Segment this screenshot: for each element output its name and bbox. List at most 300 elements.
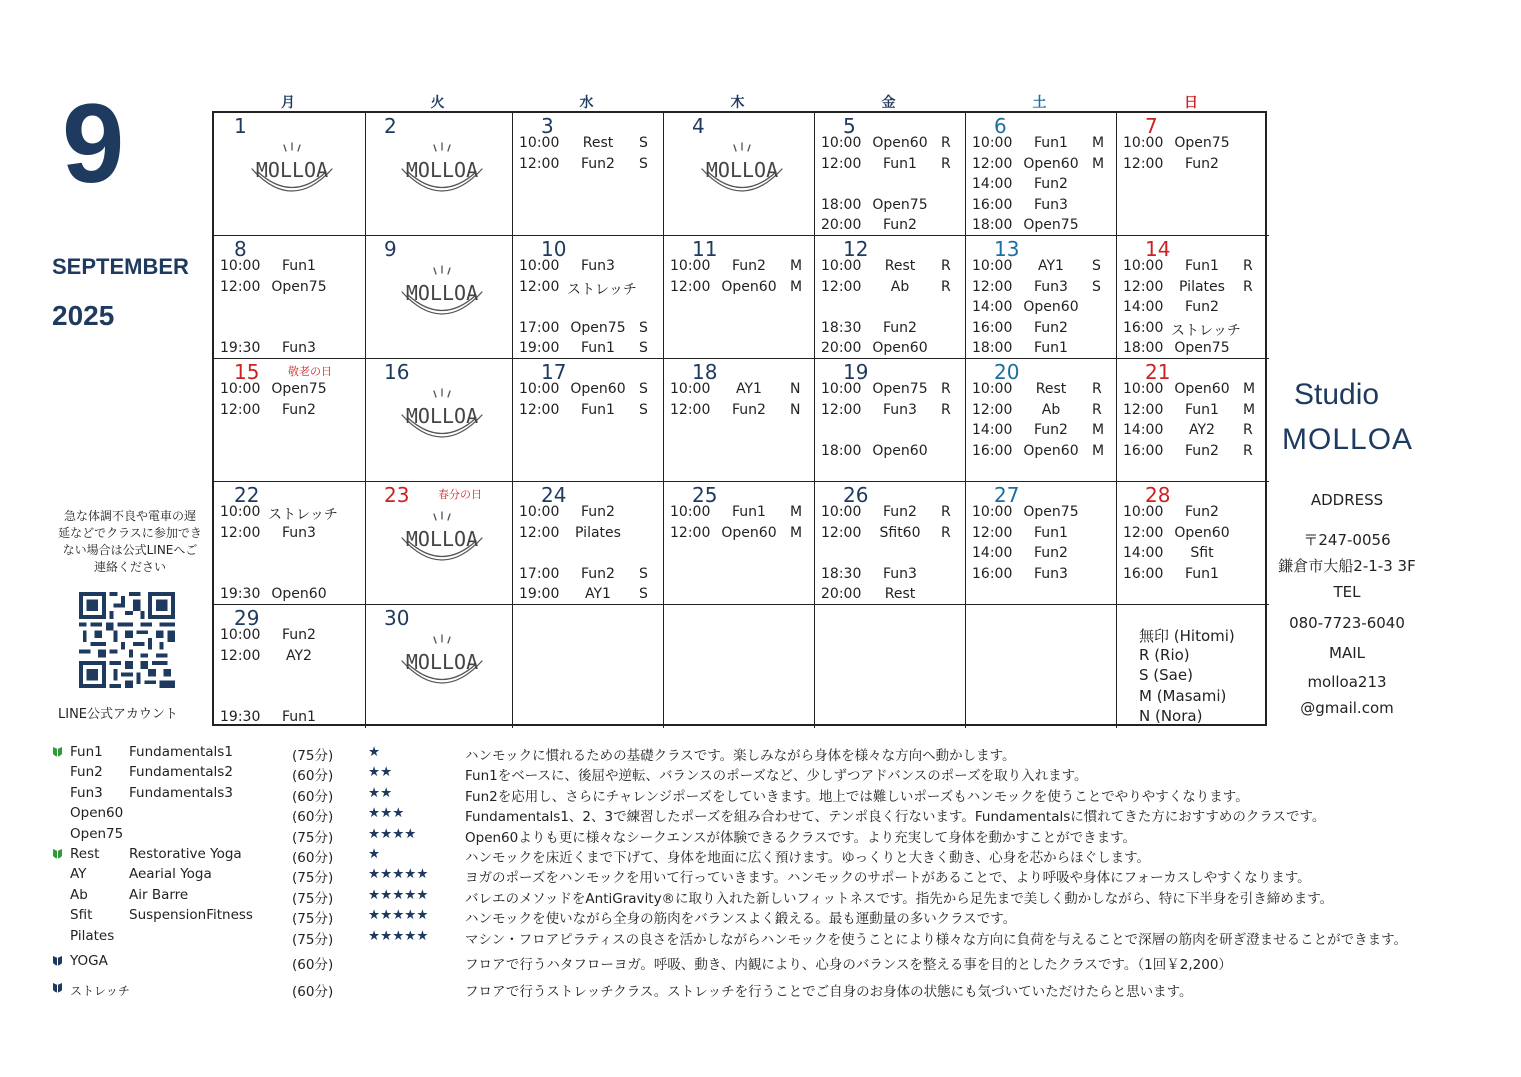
class-instructor: S	[639, 565, 648, 582]
calendar-day-cell	[966, 482, 1117, 605]
class-entry[interactable]	[972, 156, 1111, 174]
day-number: 2	[384, 114, 397, 138]
calendar-day-cell	[366, 605, 513, 728]
class-entry[interactable]	[220, 279, 360, 297]
class-time: 17:00	[519, 565, 560, 582]
month-number: 9	[62, 81, 125, 206]
class-duration: (60分)	[292, 768, 334, 785]
class-entry[interactable]	[972, 217, 1111, 235]
class-entry[interactable]	[972, 443, 1111, 461]
class-instructor: R	[1243, 278, 1253, 295]
extra-class-row	[52, 980, 1452, 1000]
class-name: Sfit60	[879, 524, 921, 541]
class-entry[interactable]	[519, 156, 658, 174]
class-time: 12:00	[972, 155, 1013, 172]
calendar-day-cell	[1117, 113, 1269, 236]
class-time: 14:00	[972, 422, 1013, 438]
mail-label: MAIL	[1329, 644, 1365, 662]
class-code: YOGA	[70, 953, 108, 969]
class-entry[interactable]	[220, 504, 360, 522]
notice-line: ない場合は公式LINEへご	[62, 543, 198, 557]
day-number: 13	[994, 237, 1020, 261]
class-time: 12:00	[972, 401, 1013, 418]
class-name: Fun3	[1034, 565, 1068, 582]
class-time: 18:00	[1123, 340, 1164, 356]
class-entry[interactable]	[972, 381, 1111, 399]
difficulty-stars: ★★★★★	[368, 886, 429, 903]
class-name: Fun2	[883, 217, 917, 233]
class-description: フロアで行うストレッチクラス。ストレッチを行うことでご自身のお身体の状態にも気づいていただけたらと思います。	[465, 984, 1193, 1000]
class-name: Open75	[1023, 217, 1079, 233]
class-entry[interactable]	[220, 258, 360, 276]
class-description-row	[52, 764, 1452, 784]
calendar-day-cell	[1117, 359, 1269, 482]
class-entry[interactable]	[821, 566, 960, 584]
class-time: 10:00	[519, 258, 560, 274]
address-label: ADDRESS	[1310, 491, 1384, 509]
class-entry[interactable]	[1123, 156, 1263, 174]
class-time: 12:00	[519, 278, 560, 295]
day-number: 7	[1145, 114, 1158, 138]
class-entry[interactable]	[972, 545, 1111, 563]
class-entry[interactable]	[519, 258, 658, 276]
beginner-leaf-icon	[52, 848, 63, 865]
class-entry[interactable]	[519, 340, 658, 358]
class-instructor: R	[941, 524, 951, 541]
class-entry[interactable]	[972, 402, 1111, 420]
class-name: AY1	[585, 586, 611, 602]
class-name: Open75	[271, 278, 327, 295]
class-time: 10:00	[220, 627, 261, 643]
class-entry[interactable]	[220, 381, 360, 399]
class-time: 12:00	[220, 647, 261, 664]
class-name: Open60	[872, 442, 928, 459]
class-time: 12:00	[1123, 155, 1164, 172]
class-entry[interactable]	[519, 402, 658, 420]
mail-address-part2[interactable]: @gmail.com	[1300, 699, 1394, 717]
class-description-row	[52, 887, 1452, 907]
class-time: 10:00	[670, 258, 711, 274]
class-entry[interactable]	[821, 135, 960, 153]
class-name: Open60	[872, 340, 928, 356]
class-description: ハンモックを床近くまで下げて、身体を地面に広く預けます。ゆっくりと大きく動き、心身を芯からほぐします。	[465, 850, 1150, 866]
instructor-legend-item: 無印 (Hitomi)	[1139, 627, 1235, 645]
class-entry[interactable]	[1123, 299, 1263, 317]
class-time: 12:00	[519, 524, 560, 541]
calendar-day-cell	[214, 236, 366, 359]
class-entry[interactable]	[519, 279, 658, 297]
molloa-logo-icon	[392, 633, 492, 697]
class-time: 20:00	[821, 217, 862, 233]
class-duration: (75分)	[292, 890, 334, 907]
weekday-header: 水	[579, 95, 594, 111]
class-name: Ab	[890, 278, 910, 295]
day-number: 14	[1145, 237, 1171, 261]
day-number: 11	[692, 237, 718, 261]
class-name: Fun2	[1185, 299, 1219, 315]
class-description-row	[52, 866, 1452, 886]
class-entry[interactable]	[220, 586, 360, 604]
class-name: Ab	[1041, 401, 1061, 418]
class-entry[interactable]	[1123, 402, 1263, 420]
calendar-day-cell	[214, 359, 366, 482]
class-name: Fun1	[581, 340, 615, 356]
class-name: Fun1	[732, 504, 766, 520]
notice-line: 急な体調不良や電車の遅	[63, 509, 196, 523]
class-entry[interactable]	[670, 279, 809, 297]
class-time: 10:00	[821, 258, 862, 274]
difficulty-stars: ★	[368, 744, 381, 760]
class-name: Rest	[1035, 381, 1067, 397]
class-name: Fun2	[732, 258, 766, 274]
class-description: Fun1をベースに、後屈や逆転、バランスのポーズなど、少しずつアドバンスのポーズを取り入れます。	[465, 768, 1088, 785]
day-number: 28	[1145, 483, 1171, 507]
class-instructor: M	[790, 504, 803, 520]
class-entry[interactable]	[1123, 443, 1263, 461]
calendar-day-cell	[815, 236, 966, 359]
class-instructor: M	[1243, 401, 1256, 418]
class-description: フロアで行うハタフローヨガ。呼吸、動き、内観により、心身のバランスを整える事を目的としたクラスです。（1回￥2,200）	[465, 957, 1232, 973]
class-entry[interactable]	[1123, 422, 1263, 440]
tel-number[interactable]: 080-7723-6040	[1289, 614, 1405, 632]
class-entry[interactable]	[220, 525, 360, 543]
calendar-day-cell	[966, 113, 1117, 236]
class-time: 10:00	[670, 381, 711, 397]
class-entry[interactable]	[821, 525, 960, 543]
calendar-day-cell	[1117, 236, 1269, 359]
class-name: AY2	[1189, 422, 1215, 438]
class-entry[interactable]	[670, 381, 809, 399]
difficulty-stars: ★★★★★	[368, 866, 429, 883]
calendar-day-cell	[664, 236, 815, 359]
day-number: 19	[843, 360, 869, 384]
class-name: Open60	[872, 135, 928, 151]
class-instructor: S	[639, 155, 648, 172]
class-instructor: M	[1092, 442, 1105, 459]
molloa-logo-icon	[392, 510, 492, 574]
calendar-day-cell	[664, 359, 815, 482]
class-entry[interactable]	[821, 279, 960, 297]
notice-line: 延などでクラスに参加でき	[58, 526, 202, 540]
day-number: 21	[1145, 360, 1171, 384]
class-full-name: SuspensionFitness	[129, 907, 253, 924]
class-instructor: R	[1092, 381, 1102, 397]
class-instructor: N	[790, 381, 801, 397]
day-number: 1	[234, 114, 247, 138]
class-entry[interactable]	[519, 504, 658, 522]
class-entry[interactable]	[670, 504, 809, 522]
class-name: Open60	[271, 586, 327, 602]
class-time: 16:00	[972, 319, 1013, 336]
class-name: Fun2	[581, 155, 615, 172]
calendar-day-cell	[513, 113, 664, 236]
class-duration: (75分)	[292, 870, 334, 887]
class-time: 18:30	[821, 319, 862, 336]
class-full-name: Fundamentals1	[129, 744, 233, 760]
calendar-day-cell	[966, 359, 1117, 482]
class-entry[interactable]	[670, 258, 809, 276]
class-time: 18:00	[972, 340, 1013, 356]
class-instructor: R	[1243, 258, 1253, 274]
extra-class-row	[52, 953, 1452, 973]
class-instructor: R	[941, 155, 951, 172]
calendar-day-cell	[664, 605, 815, 728]
class-instructor: S	[639, 135, 648, 151]
class-entry[interactable]	[1123, 320, 1263, 338]
logo-text: MOLLOA	[405, 158, 478, 182]
class-time: 14:00	[1123, 422, 1164, 438]
class-time: 10:00	[972, 504, 1013, 520]
class-entry[interactable]	[1123, 258, 1263, 276]
class-time: 20:00	[821, 586, 862, 602]
beginner-leaf-icon	[52, 746, 63, 763]
day-number: 16	[384, 360, 410, 384]
class-entry[interactable]	[972, 279, 1111, 297]
class-entry[interactable]	[519, 525, 658, 543]
day-number: 23	[384, 483, 410, 507]
class-time: 10:00	[972, 135, 1013, 151]
class-name: Fun2	[1185, 442, 1219, 459]
class-time: 10:00	[220, 258, 261, 274]
class-entry[interactable]	[972, 135, 1111, 153]
class-time: 10:00	[972, 381, 1013, 397]
class-name: Open60	[1023, 299, 1079, 315]
class-name: Fun2	[1034, 319, 1068, 336]
class-entry[interactable]	[519, 135, 658, 153]
class-entry[interactable]	[972, 258, 1111, 276]
class-name: Fun3	[883, 565, 917, 582]
class-name: Open75	[1174, 340, 1230, 356]
class-entry[interactable]	[1123, 279, 1263, 297]
class-entry[interactable]	[1123, 504, 1263, 522]
class-time: 18:00	[821, 442, 862, 459]
class-instructor: S	[1092, 278, 1101, 295]
class-full-name: Aearial Yoga	[129, 866, 212, 883]
class-time: 10:00	[821, 135, 862, 151]
class-entry[interactable]	[972, 340, 1111, 358]
calendar-day-cell	[366, 113, 513, 236]
class-time: 16:00	[972, 442, 1013, 459]
class-entry[interactable]	[220, 340, 360, 358]
class-name: Fun2	[1034, 545, 1068, 561]
class-entry[interactable]	[1123, 135, 1263, 153]
difficulty-stars: ★★	[368, 784, 393, 801]
class-name: Open60	[1174, 524, 1230, 541]
class-time: 19:00	[519, 586, 560, 602]
class-entry[interactable]	[670, 525, 809, 543]
class-time: 12:00	[972, 524, 1013, 541]
class-entry[interactable]	[821, 156, 960, 174]
postal-code: 〒247-0056	[1303, 531, 1391, 549]
calendar-day-cell	[214, 113, 366, 236]
class-code: Open75	[70, 825, 124, 842]
class-name: Open60	[570, 381, 626, 397]
class-code: ストレッチ	[70, 984, 130, 998]
class-name: AY2	[286, 647, 312, 664]
weekday-header: 火	[430, 95, 445, 111]
class-entry[interactable]	[821, 586, 960, 604]
class-instructor: S	[639, 319, 648, 336]
class-entry[interactable]	[972, 299, 1111, 317]
weekday-header: 日	[1184, 95, 1198, 111]
class-duration: (60分)	[292, 809, 334, 826]
class-instructor: R	[941, 401, 951, 418]
class-instructor: S	[1092, 258, 1101, 274]
class-name: Fun3	[581, 258, 615, 274]
class-time: 16:00	[972, 196, 1013, 213]
class-name: Open75	[872, 196, 928, 213]
day-number: 12	[843, 237, 869, 261]
calendar-day-cell	[214, 482, 366, 605]
class-entry[interactable]	[1123, 381, 1263, 399]
class-entry[interactable]	[821, 217, 960, 235]
class-entry[interactable]	[821, 443, 960, 461]
class-name: Open75	[570, 319, 626, 336]
class-time: 12:00	[1123, 278, 1164, 295]
class-entry[interactable]	[972, 504, 1111, 522]
class-name: Open60	[1023, 442, 1079, 459]
calendar-day-cell	[214, 605, 366, 728]
class-entry[interactable]	[821, 381, 960, 399]
class-time: 12:00	[220, 524, 261, 541]
class-name: Open60	[1174, 381, 1230, 397]
calendar-day-cell	[366, 236, 513, 359]
instructor-legend-item: R (Rio)	[1139, 645, 1190, 664]
class-name: Fun1	[1185, 401, 1219, 418]
class-description-row	[52, 744, 1452, 764]
class-time: 12:00	[821, 155, 862, 172]
class-name: Fun2	[581, 565, 615, 582]
logo-text: MOLLOA	[405, 404, 478, 428]
class-entry[interactable]	[220, 627, 360, 645]
contact-notice	[50, 508, 210, 576]
class-name: ストレッチ	[268, 507, 338, 523]
class-entry[interactable]	[1123, 340, 1263, 358]
class-time: 12:00	[670, 278, 711, 295]
calendar-day-cell	[815, 359, 966, 482]
class-instructor: R	[1243, 422, 1253, 438]
day-number: 4	[692, 114, 705, 138]
class-entry[interactable]	[972, 197, 1111, 215]
class-entry[interactable]	[972, 320, 1111, 338]
class-instructor: S	[639, 381, 648, 397]
molloa-logo-icon	[692, 141, 792, 205]
line-qr-code-icon[interactable]	[76, 592, 178, 688]
class-entry[interactable]	[220, 402, 360, 420]
class-name: Fun1	[1034, 524, 1068, 541]
class-name: Fun1	[1034, 135, 1068, 151]
class-name: Rest	[884, 258, 916, 274]
logo-text: MOLLOA	[705, 158, 778, 182]
day-number: 24	[541, 483, 567, 507]
class-name: Fun2	[1034, 422, 1068, 438]
class-name: AY1	[1038, 258, 1064, 274]
difficulty-stars: ★	[368, 846, 381, 862]
class-duration: (60分)	[292, 850, 334, 866]
class-code: Fun3	[70, 784, 103, 801]
class-name: Fun2	[581, 504, 615, 520]
class-entry[interactable]	[1123, 566, 1263, 584]
class-name: Fun1	[581, 401, 615, 418]
notice-line: 連絡ください	[93, 560, 166, 574]
class-entry[interactable]	[972, 422, 1111, 440]
class-entry[interactable]	[670, 402, 809, 420]
class-entry[interactable]	[821, 340, 960, 358]
class-time: 14:00	[972, 545, 1013, 561]
mail-address-part1[interactable]: molloa213	[1307, 673, 1387, 691]
class-time: 17:00	[519, 319, 560, 336]
class-entry[interactable]	[821, 197, 960, 215]
class-time: 19:00	[519, 340, 560, 356]
class-name: Pilates	[1179, 278, 1225, 295]
class-description: Open60よりも更に様々なシークエンスが体験できるクラスです。より充実して身体を動かすことができます。	[465, 829, 1136, 846]
class-entry[interactable]	[821, 258, 960, 276]
class-name: Fun2	[282, 401, 316, 418]
class-code: Fun2	[70, 764, 103, 781]
calendar-day-cell	[513, 605, 664, 728]
class-entry[interactable]	[821, 402, 960, 420]
day-number: 6	[994, 114, 1007, 138]
class-entry[interactable]	[519, 381, 658, 399]
class-entry[interactable]	[519, 320, 658, 338]
class-entry[interactable]	[821, 320, 960, 338]
class-name: Fun2	[282, 627, 316, 643]
class-name: Rest	[884, 586, 916, 602]
class-code: Pilates	[70, 927, 115, 944]
day-number: 20	[994, 360, 1020, 384]
day-number: 8	[234, 237, 247, 261]
class-time: 14:00	[972, 299, 1013, 315]
class-instructor: R	[941, 278, 951, 295]
logo-text: MOLLOA	[255, 158, 329, 182]
calendar-day-cell	[513, 359, 664, 482]
weekday-header: 金	[881, 95, 896, 111]
class-entry[interactable]	[519, 586, 658, 604]
class-entry[interactable]	[519, 566, 658, 584]
day-number: 9	[384, 237, 397, 261]
calendar-day-cell	[1117, 482, 1269, 605]
instructor-legend-item: S (Sae)	[1139, 666, 1193, 684]
class-duration: (75分)	[292, 931, 334, 948]
class-entry[interactable]	[972, 566, 1111, 584]
calendar-day-cell	[664, 482, 815, 605]
calendar-day-cell	[815, 482, 966, 605]
line-account-label[interactable]: LINE公式アカウント	[58, 707, 178, 722]
class-time: 12:00	[220, 278, 261, 295]
calendar-day-cell	[966, 605, 1117, 728]
class-instructor: R	[1092, 401, 1102, 418]
weekday-header: 土	[1032, 95, 1047, 111]
class-instructor: R	[1243, 442, 1253, 459]
class-time: 10:00	[1123, 381, 1164, 397]
class-entry[interactable]	[1123, 525, 1263, 543]
class-description: マシン・フロアピラティスの良さを活かしながらハンモックを使うことにより様々な方向に負荷を与えることで深層の筋肉を研ぎ澄ませることができます。	[465, 931, 1408, 948]
class-code: Ab	[70, 886, 88, 903]
class-entry[interactable]	[220, 709, 360, 727]
class-name: Open75	[872, 381, 928, 397]
class-time: 10:00	[1123, 135, 1164, 151]
class-instructor: M	[1092, 155, 1105, 172]
class-duration: (60分)	[292, 957, 334, 973]
class-entry[interactable]	[972, 176, 1111, 194]
class-entry[interactable]	[1123, 545, 1263, 563]
class-instructor: M	[790, 278, 803, 295]
calendar-day-cell	[513, 236, 664, 359]
class-code: Open60	[70, 805, 124, 822]
class-entry[interactable]	[972, 525, 1111, 543]
class-entry[interactable]	[220, 648, 360, 666]
class-entry[interactable]	[821, 504, 960, 522]
